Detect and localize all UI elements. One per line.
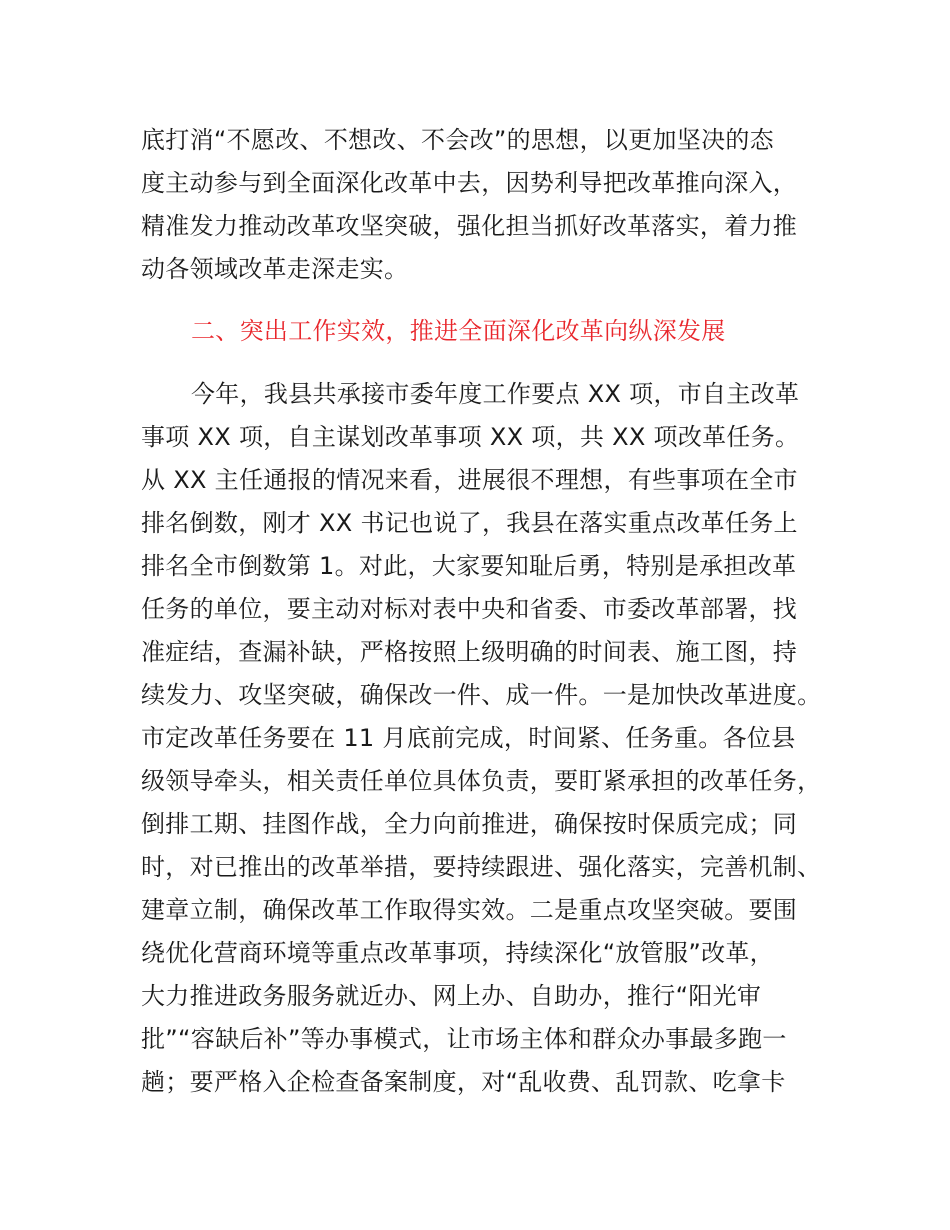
text-line-18: 建章立制，确保改革工作取得实效。二是重点攻坚突破。要围 bbox=[141, 896, 798, 924]
text-line-1: 底打消“不愿改、不想改、不会改”的思想，以更加坚决的态 bbox=[141, 126, 774, 154]
text-line-7: 事项 XX 项，自主谋划改革事项 XX 项，共 XX 项改革任务。 bbox=[141, 423, 800, 451]
text-line-22: 趟；要严格入企检查备案制度，对“乱收费、乱罚款、吃拿卡 bbox=[141, 1068, 786, 1096]
text-line-3: 精准发力推动改革攻坚突破，强化担当抓好改革落实，着力推 bbox=[141, 212, 798, 240]
text-line-2: 度主动参与到全面深化改革中去，因势利导把改革推向深入， bbox=[141, 169, 798, 197]
text-line-12: 准症结，查漏补缺，严格按照上级明确的时间表、施工图，持 bbox=[141, 638, 798, 666]
section-heading: 二、突出工作实效，推进全面深化改革向纵深发展 bbox=[191, 317, 726, 345]
text-line-20: 大力推进政务服务就近办、网上办、自助办，推行“阳光审 bbox=[141, 982, 762, 1010]
text-line-19: 绕优化营商环境等重点改革事项，持续深化“放管服”改革， bbox=[141, 939, 774, 967]
text-line-16: 倒排工期、挂图作战，全力向前推进，确保按时保质完成；同 bbox=[141, 810, 798, 838]
text-line-4: 动各领域改革走深走实。 bbox=[141, 255, 409, 283]
text-line-15: 级领导牵头，相关责任单位具体负责，要盯紧承担的改革任务， bbox=[141, 767, 822, 795]
text-line-21: 批”“容缺后补”等办事模式，让市场主体和群众办事最多跑一 bbox=[141, 1025, 787, 1053]
text-line-9: 排名倒数，刚才 XX 书记也说了，我县在落实重点改革任务上 bbox=[141, 509, 798, 537]
text-line-6: 今年，我县共承接市委年度工作要点 XX 项，市自主改革 bbox=[191, 380, 800, 408]
text-line-17: 时，对已推出的改革举措，要持续跟进、强化落实，完善机制、 bbox=[141, 853, 822, 881]
text-line-14: 市定改革任务要在 11 月底前完成，时间紧、任务重。各位县 bbox=[141, 724, 796, 752]
text-line-11: 任务的单位，要主动对标对表中央和省委、市委改革部署，找 bbox=[141, 595, 798, 623]
text-line-10: 排名全市倒数第 1。对此，大家要知耻后勇，特别是承担改革 bbox=[141, 552, 797, 580]
text-line-8: 从 XX 主任通报的情况来看，进展很不理想，有些事项在全市 bbox=[141, 466, 798, 494]
text-line-13: 续发力、攻坚突破，确保改一件、成一件。一是加快改革进度。 bbox=[141, 681, 822, 709]
